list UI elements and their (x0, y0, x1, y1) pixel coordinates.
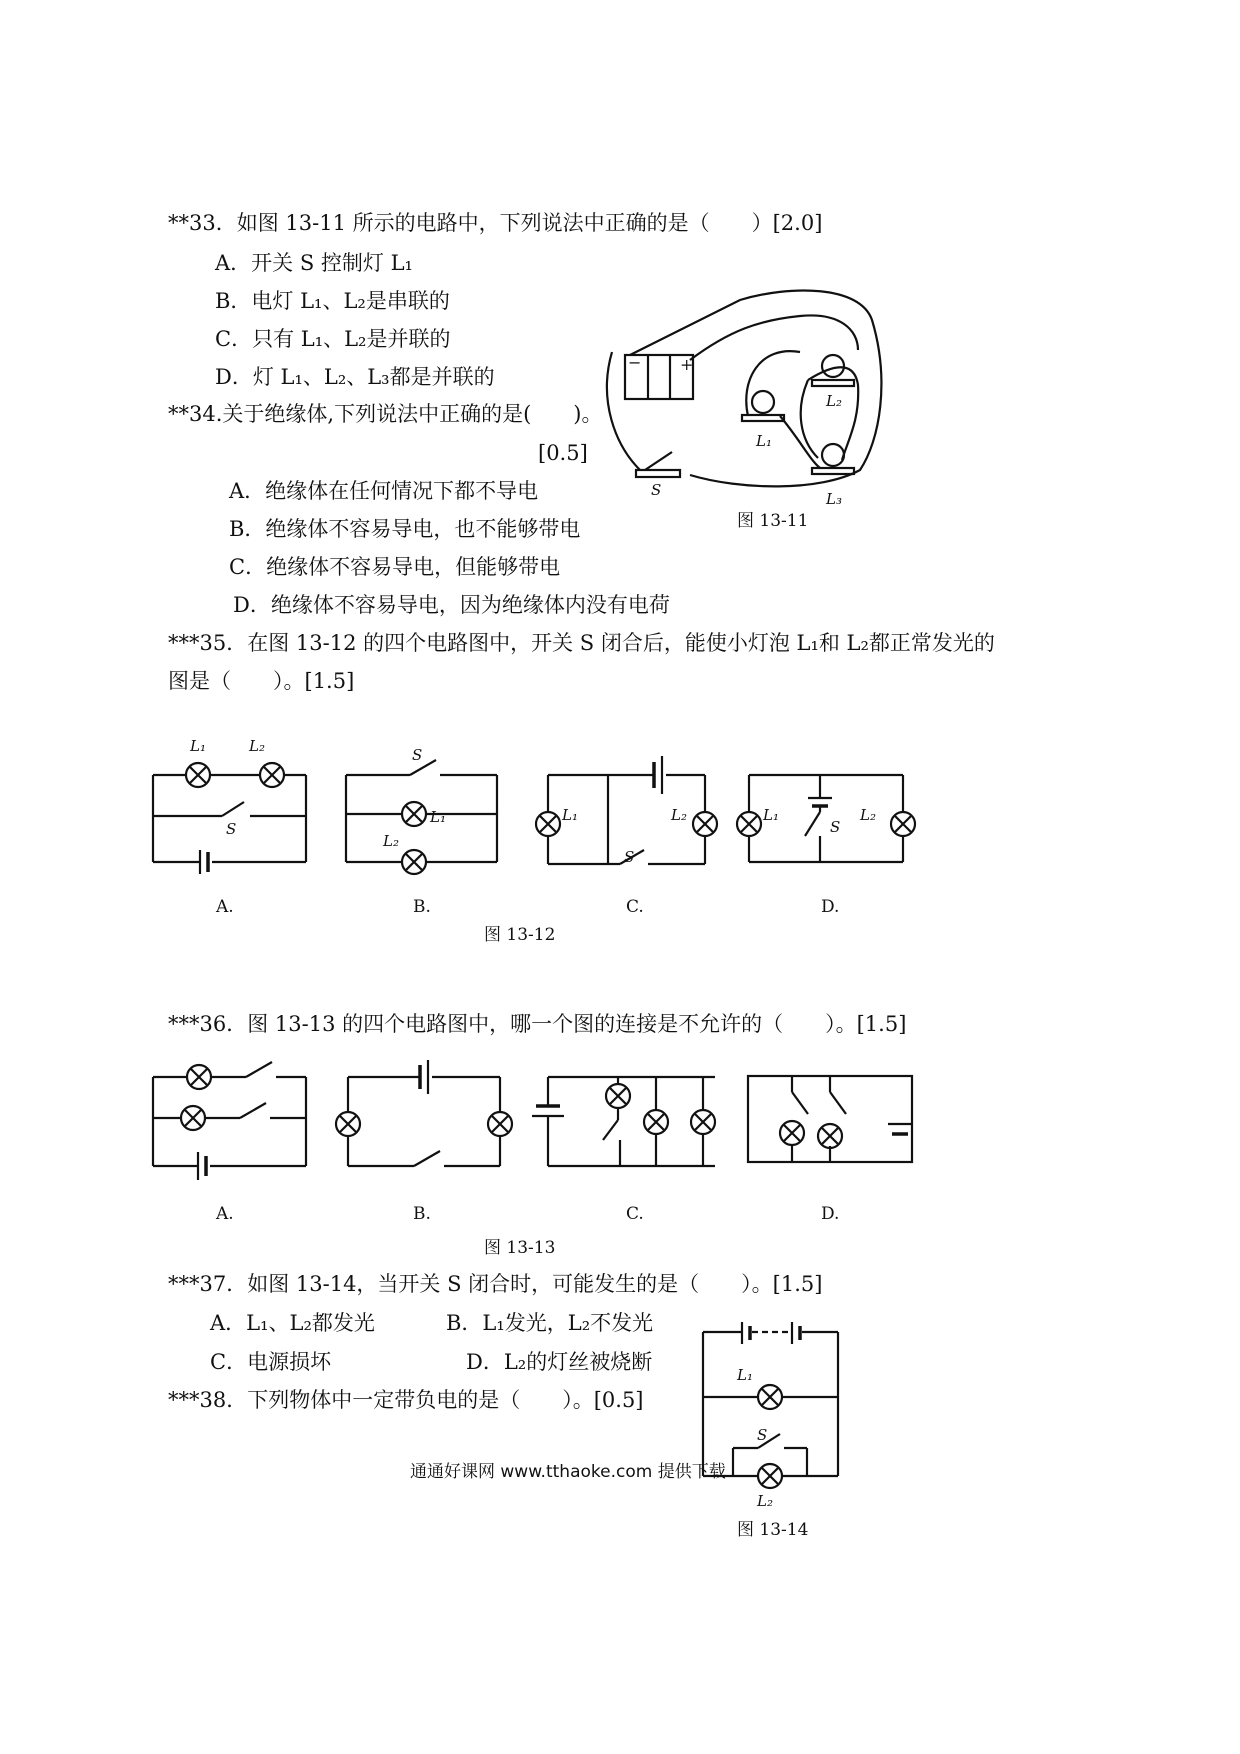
fig1312-sub-d: D. (821, 897, 840, 917)
figure-13-11 (595, 290, 895, 520)
q37-option-c: C．电源损坏 (210, 1350, 332, 1374)
fig1313-sub-b: B. (413, 1204, 431, 1224)
fig1313-sub-a: A. (216, 1204, 234, 1224)
battery-minus: − (628, 353, 642, 372)
figure-13-13-caption: 图 13-13 (484, 1238, 556, 1258)
q36-stem: ***36．图 13-13 的四个电路图中，哪一个图的连接是不允许的（ ）。[1.5] (168, 1012, 907, 1036)
svg-text:S: S (412, 746, 423, 764)
figure-13-14-caption: 图 13-14 (737, 1520, 809, 1540)
q33-option-b: B．电灯 L₁、L₂是串联的 (215, 289, 450, 313)
battery-plus: + (680, 355, 694, 374)
svg-text:L₁: L₁ (737, 1366, 753, 1384)
q37-option-b: B．L₁发光，L₂不发光 (446, 1311, 654, 1335)
q34-option-d: D．绝缘体不容易导电，因为绝缘体内没有电荷 (233, 593, 670, 617)
figure-13-12 (140, 730, 930, 890)
lamp-l3-label: L₃ (826, 490, 842, 508)
circuit-13b (336, 1060, 512, 1166)
circuit-12d (737, 775, 915, 862)
q37-stem: ***37．如图 13-14，当开关 S 闭合时，可能发生的是（ ）。[1.5] (168, 1272, 823, 1296)
q33-stem: **33．如图 13-11 所示的电路中，下列说法中正确的是（ ）[2.0] (168, 211, 823, 235)
q33-option-a: A．开关 S 控制灯 L₁ (215, 251, 413, 275)
q35-stem-line1: ***35．在图 13-12 的四个电路图中，开关 S 闭合后，能使小灯泡 L₁和 L₂都正常发光的 (168, 631, 995, 655)
figure-13-11-caption: 图 13-11 (737, 511, 809, 531)
circuit-13c (532, 1077, 715, 1166)
q33-option-c: C．只有 L₁、L₂是并联的 (215, 327, 451, 351)
q37-option-d: D．L₂的灯丝被烧断 (466, 1350, 653, 1374)
svg-text:L₂: L₂ (671, 806, 687, 824)
figure-13-12-caption: 图 13-12 (484, 925, 556, 945)
lamp-l2-label: L₂ (826, 392, 842, 410)
svg-text:S: S (757, 1426, 768, 1444)
circuit-12a (153, 737, 306, 874)
svg-text:L₁: L₁ (562, 806, 578, 824)
circuit-12b (346, 746, 497, 874)
svg-text:L₁: L₁ (190, 737, 206, 755)
circuit-12c (536, 756, 717, 866)
svg-text:S: S (830, 818, 841, 836)
figure-13-14 (690, 1315, 850, 1515)
figure-13-13 (140, 1050, 930, 1190)
q34-option-c: C．绝缘体不容易导电，但能够带电 (229, 555, 561, 579)
switch-label: S (651, 481, 662, 499)
q34-stem: **34.关于绝缘体,下列说法中正确的是( )。 (168, 402, 603, 426)
svg-text:L₂: L₂ (860, 806, 876, 824)
q38-stem: ***38．下列物体中一定带负电的是（ ）。[0.5] (168, 1388, 644, 1412)
svg-text:L₂: L₂ (757, 1492, 773, 1510)
svg-text:S: S (226, 820, 237, 838)
fig1312-sub-b: B. (413, 897, 431, 917)
q34-score: [0.5] (538, 441, 588, 465)
svg-text:L₂: L₂ (383, 832, 399, 850)
svg-text:L₁: L₁ (430, 808, 446, 826)
fig1312-sub-a: A. (216, 897, 234, 917)
q34-option-b: B．绝缘体不容易导电，也不能够带电 (229, 517, 581, 541)
svg-text:L₁: L₁ (763, 806, 779, 824)
fig1313-sub-c: C. (626, 1204, 644, 1224)
q33-option-d: D．灯 L₁、L₂、L₃都是并联的 (215, 365, 495, 389)
footer-source: 通通好课网 www.tthaoke.com 提供下载 (410, 1462, 726, 1482)
q37-option-a: A．L₁、L₂都发光 (210, 1311, 375, 1335)
q34-option-a: A．绝缘体在任何情况下都不导电 (229, 479, 539, 503)
svg-text:L₂: L₂ (249, 737, 265, 755)
fig1313-sub-d: D. (821, 1204, 840, 1224)
fig1312-sub-c: C. (626, 897, 644, 917)
q35-stem-line2: 图是（ ）。[1.5] (168, 669, 355, 693)
circuit-13d (748, 1076, 912, 1162)
lamp-l1-label: L₁ (756, 432, 772, 450)
svg-text:S: S (624, 848, 635, 866)
circuit-13a (153, 1062, 306, 1180)
